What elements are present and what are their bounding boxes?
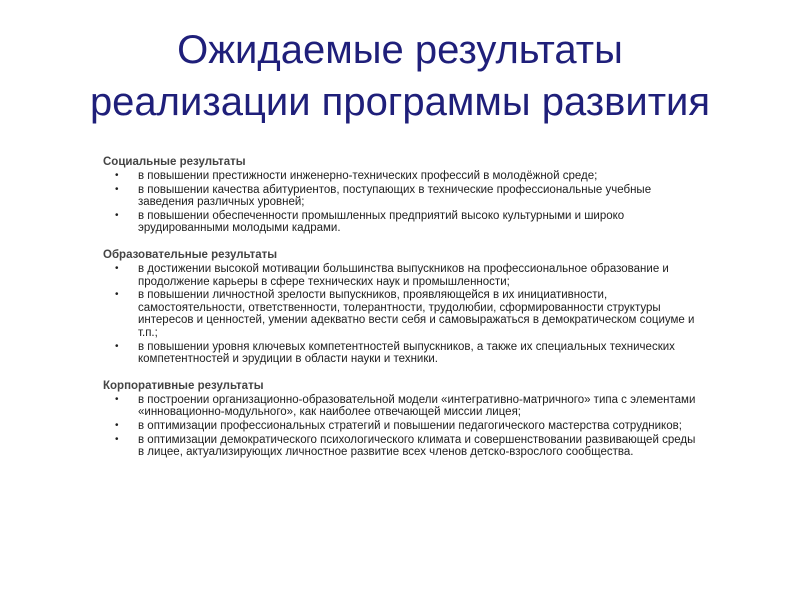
bullet-list: [103, 170, 703, 235]
list-item: [103, 434, 703, 459]
list-item-text: в повышении обеспеченности промышленных предприятий высоко культурными и широко эрудированными молодыми кадрами.: [138, 209, 625, 235]
section-heading: Социальные результаты: [103, 156, 246, 168]
list-item: [103, 341, 703, 366]
list-item-text: в повышении личностной зрелости выпускников, проявляющейся в их инициативности, самостоятельности, ответственности, толерантности, трудолюбии, сформированности структуры интересов и ценностей, умении адекватно вести себя и самовыражаться в демократическом социуме и т.п.;: [138, 289, 695, 339]
bullet-icon: •: [115, 419, 119, 431]
slide-title: [20, 24, 780, 128]
list-item-text: в повышении качества абитуриентов, поступающих в технические профессиональные учебные заведения различных уровней;: [138, 183, 652, 209]
title-line-2: реализации программы развития: [89, 80, 711, 124]
bullet-list: [103, 394, 703, 459]
list-item-text: в повышении престижности инженерно-технических профессий в молодёжной среде;: [138, 170, 598, 182]
bullet-icon: •: [115, 289, 119, 301]
list-item-text: в оптимизации демократического психологического климата и совершенствовании развивающей среды в лицее, актуализирующих личностное развитие всех членов детско-взрослого сообщества.: [138, 433, 696, 459]
list-item-text: в оптимизации профессиональных стратегий и повышении педагогического мастерства сотрудников;: [138, 419, 682, 432]
list-item: [103, 263, 703, 288]
bullet-icon: •: [115, 340, 119, 352]
list-item-text: в построении организационно-образовательной модели «интегративно-матричного» типа с элементами «инновационно-модульного», как наиболее отвечающей миссии лицея;: [138, 393, 696, 419]
bullet-icon: •: [115, 183, 119, 195]
section-heading: Корпоративные результаты: [103, 379, 264, 392]
bullet-icon: •: [115, 209, 119, 221]
list-item: [103, 289, 703, 339]
title-line-1: Ожидаемые результаты: [177, 28, 623, 72]
bullet-icon: •: [115, 393, 119, 405]
bullet-list: [103, 263, 703, 366]
bullet-icon: •: [115, 170, 119, 181]
list-item-text: в достижении высокой мотивации большинства выпускников на профессиональное образование и продолжение карьеры в сфере технических наук и промышленности;: [138, 262, 669, 288]
content-body: [103, 155, 703, 472]
list-item-text: в повышении уровня ключевых компетентностей выпускников, а также их специальных технических компетентностей и эрудиции в области науки и техники.: [138, 340, 675, 366]
section-heading: Образовательные результаты: [103, 248, 278, 261]
section-social: [103, 155, 703, 235]
section-corporate: [103, 379, 703, 459]
list-item: [103, 420, 703, 433]
list-item: [103, 184, 703, 209]
list-item: [103, 210, 703, 235]
bullet-icon: •: [115, 433, 119, 445]
list-item: [103, 394, 703, 419]
section-educational: [103, 248, 703, 366]
list-item: [103, 170, 703, 183]
bullet-icon: •: [115, 262, 119, 274]
